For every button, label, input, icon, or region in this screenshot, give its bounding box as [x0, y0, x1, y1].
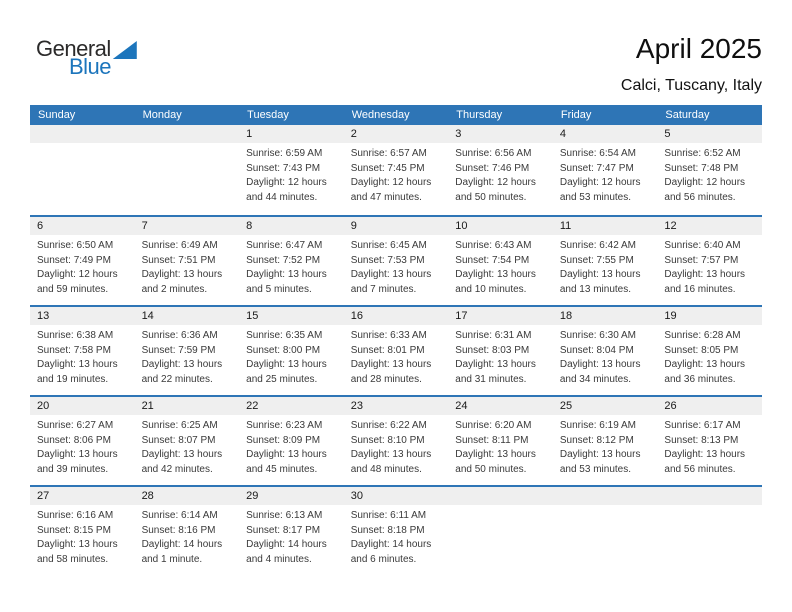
week-row [30, 125, 762, 215]
sunrise-text: Sunrise: 6:56 AM [455, 148, 532, 159]
weekday-header-monday: Monday [142, 109, 182, 121]
day-number: 29 [239, 487, 344, 505]
day-details [30, 235, 135, 297]
day-details [135, 505, 240, 567]
sunset-text: Sunset: 8:16 PM [141, 524, 216, 536]
day-details [239, 505, 344, 567]
day-details [344, 143, 449, 205]
sunrise-text: Sunrise: 6:52 AM [664, 148, 741, 159]
day-number: 14 [135, 307, 240, 325]
sunrise-text: Sunrise: 6:42 AM [559, 240, 636, 251]
calendar-cell [448, 307, 553, 395]
sunrise-text: Sunrise: 6:23 AM [246, 420, 323, 431]
sunrise-text: Sunrise: 6:54 AM [559, 148, 636, 159]
sunrise-text: Sunrise: 6:36 AM [141, 330, 218, 341]
sunset-text: Sunset: 7:45 PM [350, 162, 425, 174]
sunrise-text: Sunrise: 6:11 AM [350, 510, 427, 521]
day-details [344, 325, 449, 387]
sunset-text: Sunset: 8:06 PM [37, 434, 111, 446]
daylight-text: Daylight: 13 hours and 50 minutes. [455, 449, 536, 475]
sunrise-text: Sunrise: 6:35 AM [246, 330, 323, 341]
weekday-header-saturday: Saturday [665, 109, 710, 121]
calendar-cell [135, 487, 240, 575]
calendar-cell [448, 397, 553, 485]
sunset-text: Sunset: 8:07 PM [141, 434, 216, 446]
calendar-cell [239, 397, 344, 485]
logo-text-general: General [36, 36, 111, 61]
calendar-cell [657, 125, 762, 215]
calendar-cell [657, 397, 762, 485]
daylight-text: Daylight: 12 hours and 59 minutes. [37, 269, 118, 295]
calendar-cell [553, 217, 658, 305]
calendar-cell [30, 487, 135, 575]
day-number [553, 487, 658, 505]
weekday-header-wednesday: Wednesday [351, 109, 410, 121]
calendar-cell-empty [30, 125, 135, 215]
sunset-text: Sunset: 7:51 PM [141, 254, 216, 266]
weekday-header-tuesday: Tuesday [247, 109, 289, 121]
day-details [448, 143, 553, 205]
sunset-text: Sunset: 8:13 PM [664, 434, 739, 446]
weekday-header-sunday: Sunday [38, 109, 76, 121]
day-details [239, 235, 344, 297]
day-number: 27 [30, 487, 135, 505]
sunrise-text: Sunrise: 6:22 AM [350, 420, 427, 431]
calendar-cell [239, 217, 344, 305]
sunset-text: Sunset: 8:09 PM [246, 434, 321, 446]
sunset-text: Sunset: 7:58 PM [37, 344, 111, 356]
logo-text-blue: Blue [69, 54, 112, 79]
day-number: 15 [239, 307, 344, 325]
day-details [657, 415, 762, 477]
sunset-text: Sunset: 8:00 PM [246, 344, 321, 356]
sunset-text: Sunset: 8:05 PM [664, 344, 739, 356]
sunrise-text: Sunrise: 6:47 AM [246, 240, 323, 251]
day-details [448, 505, 553, 509]
sunrise-text: Sunrise: 6:45 AM [350, 240, 427, 251]
calendar-cell [553, 125, 658, 215]
sunset-text: Sunset: 7:49 PM [37, 254, 111, 266]
daylight-text: Daylight: 13 hours and 53 minutes. [559, 449, 641, 475]
day-number: 10 [448, 217, 553, 235]
day-number: 24 [448, 397, 553, 415]
daylight-text: Daylight: 12 hours and 44 minutes. [246, 177, 327, 203]
week-row [30, 305, 762, 395]
calendar-cell [135, 307, 240, 395]
day-number [657, 487, 762, 505]
weekday-header-friday: Friday [560, 109, 592, 121]
daylight-text: Daylight: 14 hours and 1 minute. [141, 539, 223, 565]
daylight-text: Daylight: 13 hours and 31 minutes. [455, 359, 536, 385]
calendar-cell [344, 307, 449, 395]
day-details [553, 143, 658, 205]
sunset-text: Sunset: 7:48 PM [664, 162, 739, 174]
day-number: 11 [553, 217, 658, 235]
daylight-text: Daylight: 13 hours and 22 minutes. [141, 359, 223, 385]
calendar-cell [239, 307, 344, 395]
day-details [553, 415, 658, 477]
day-details [344, 235, 449, 297]
day-number: 13 [30, 307, 135, 325]
sunrise-text: Sunrise: 6:40 AM [664, 240, 741, 251]
calendar-cell [239, 125, 344, 215]
calendar-cell-empty [553, 487, 658, 575]
calendar [30, 105, 762, 575]
calendar-cell [344, 125, 449, 215]
daylight-text: Daylight: 13 hours and 42 minutes. [141, 449, 223, 475]
day-details [553, 505, 658, 509]
calendar-cell [135, 217, 240, 305]
sunrise-text: Sunrise: 6:38 AM [37, 330, 114, 341]
calendar-cell [657, 217, 762, 305]
sunrise-text: Sunrise: 6:14 AM [141, 510, 218, 521]
calendar-cell-empty [448, 487, 553, 575]
sunrise-text: Sunrise: 6:43 AM [455, 240, 532, 251]
daylight-text: Daylight: 12 hours and 53 minutes. [559, 177, 641, 203]
sunset-text: Sunset: 8:11 PM [455, 434, 529, 446]
calendar-cell [135, 397, 240, 485]
daylight-text: Daylight: 13 hours and 56 minutes. [664, 449, 746, 475]
day-number: 4 [553, 125, 658, 143]
calendar-cell [657, 307, 762, 395]
calendar-cell [344, 397, 449, 485]
sunset-text: Sunset: 7:54 PM [455, 254, 530, 266]
day-number: 23 [344, 397, 449, 415]
week-row [30, 485, 762, 575]
calendar-cell [30, 217, 135, 305]
calendar-cell [344, 487, 449, 575]
week-row [30, 395, 762, 485]
day-details [448, 415, 553, 477]
sunrise-text: Sunrise: 6:30 AM [559, 330, 636, 341]
daylight-text: Daylight: 13 hours and 45 minutes. [246, 449, 327, 475]
sunset-text: Sunset: 7:57 PM [664, 254, 739, 266]
day-details [135, 325, 240, 387]
day-number: 21 [135, 397, 240, 415]
general-blue-logo [36, 38, 137, 78]
day-details [30, 325, 135, 387]
daylight-text: Daylight: 12 hours and 50 minutes. [455, 177, 536, 203]
day-number: 30 [344, 487, 449, 505]
page-subtitle: Calci, Tuscany, Italy [620, 77, 762, 94]
day-number: 17 [448, 307, 553, 325]
sunrise-text: Sunrise: 6:16 AM [37, 510, 114, 521]
sunset-text: Sunset: 8:18 PM [350, 524, 425, 536]
day-details [553, 235, 658, 297]
daylight-text: Daylight: 14 hours and 4 minutes. [246, 539, 327, 565]
daylight-text: Daylight: 13 hours and 36 minutes. [664, 359, 746, 385]
day-number: 9 [344, 217, 449, 235]
daylight-text: Daylight: 14 hours and 6 minutes. [350, 539, 432, 565]
sunset-text: Sunset: 8:15 PM [37, 524, 111, 536]
day-number: 20 [30, 397, 135, 415]
sunset-text: Sunset: 8:10 PM [350, 434, 425, 446]
sunset-text: Sunset: 7:46 PM [455, 162, 530, 174]
day-details [135, 235, 240, 297]
daylight-text: Daylight: 13 hours and 39 minutes. [37, 449, 118, 475]
day-number: 5 [657, 125, 762, 143]
day-number: 7 [135, 217, 240, 235]
day-number: 3 [448, 125, 553, 143]
day-number: 1 [239, 125, 344, 143]
title-block [621, 33, 762, 95]
day-number [135, 125, 240, 143]
daylight-text: Daylight: 13 hours and 19 minutes. [37, 359, 118, 385]
sunset-text: Sunset: 7:43 PM [246, 162, 321, 174]
day-number: 8 [239, 217, 344, 235]
day-details [239, 143, 344, 205]
sunset-text: Sunset: 7:52 PM [246, 254, 321, 266]
day-details [30, 143, 135, 147]
sunset-text: Sunset: 7:59 PM [141, 344, 216, 356]
day-details [239, 325, 344, 387]
day-details [135, 415, 240, 477]
sunset-text: Sunset: 8:04 PM [559, 344, 634, 356]
daylight-text: Daylight: 12 hours and 47 minutes. [350, 177, 432, 203]
daylight-text: Daylight: 13 hours and 34 minutes. [559, 359, 641, 385]
week-row [30, 215, 762, 305]
sunrise-text: Sunrise: 6:57 AM [350, 148, 427, 159]
sunrise-text: Sunrise: 6:13 AM [246, 510, 323, 521]
daylight-text: Daylight: 13 hours and 28 minutes. [350, 359, 432, 385]
calendar-cell-empty [135, 125, 240, 215]
daylight-text: Daylight: 13 hours and 2 minutes. [141, 269, 223, 295]
day-details [344, 505, 449, 567]
page-title: April 2025 [635, 33, 762, 64]
day-number: 26 [657, 397, 762, 415]
day-details [448, 235, 553, 297]
sunrise-text: Sunrise: 6:17 AM [664, 420, 741, 431]
sunrise-text: Sunrise: 6:50 AM [37, 240, 114, 251]
calendar-cell [239, 487, 344, 575]
daylight-text: Daylight: 13 hours and 5 minutes. [246, 269, 327, 295]
day-number: 12 [657, 217, 762, 235]
daylight-text: Daylight: 13 hours and 7 minutes. [350, 269, 432, 295]
calendar-cell [30, 397, 135, 485]
day-details [657, 143, 762, 205]
day-number: 6 [30, 217, 135, 235]
day-details [239, 415, 344, 477]
sunrise-text: Sunrise: 6:27 AM [37, 420, 114, 431]
daylight-text: Daylight: 12 hours and 56 minutes. [664, 177, 746, 203]
sunrise-text: Sunrise: 6:28 AM [664, 330, 741, 341]
day-number: 22 [239, 397, 344, 415]
day-details [30, 505, 135, 567]
sunset-text: Sunset: 7:53 PM [350, 254, 425, 266]
calendar-cell [30, 307, 135, 395]
calendar-cell [553, 307, 658, 395]
sunset-text: Sunset: 8:12 PM [559, 434, 634, 446]
sunrise-text: Sunrise: 6:31 AM [455, 330, 532, 341]
daylight-text: Daylight: 13 hours and 25 minutes. [246, 359, 327, 385]
daylight-text: Daylight: 13 hours and 13 minutes. [559, 269, 641, 295]
weekday-header-row [30, 105, 762, 125]
day-details [657, 505, 762, 509]
day-details [135, 143, 240, 147]
weekday-header-thursday: Thursday [456, 109, 503, 121]
day-number: 25 [553, 397, 658, 415]
day-details [448, 325, 553, 387]
sunset-text: Sunset: 8:01 PM [350, 344, 425, 356]
day-number: 2 [344, 125, 449, 143]
day-number [30, 125, 135, 143]
day-number: 18 [553, 307, 658, 325]
sunrise-text: Sunrise: 6:20 AM [455, 420, 532, 431]
sunset-text: Sunset: 7:55 PM [559, 254, 634, 266]
daylight-text: Daylight: 13 hours and 48 minutes. [350, 449, 432, 475]
daylight-text: Daylight: 13 hours and 16 minutes. [664, 269, 746, 295]
day-number: 16 [344, 307, 449, 325]
sunrise-text: Sunrise: 6:59 AM [246, 148, 323, 159]
day-details [657, 235, 762, 297]
day-number: 19 [657, 307, 762, 325]
calendar-weeks [30, 125, 762, 575]
day-details [657, 325, 762, 387]
day-details [344, 415, 449, 477]
sunrise-text: Sunrise: 6:19 AM [559, 420, 636, 431]
day-number [448, 487, 553, 505]
calendar-cell [553, 397, 658, 485]
sunrise-text: Sunrise: 6:49 AM [141, 240, 218, 251]
day-details [553, 325, 658, 387]
calendar-cell [448, 125, 553, 215]
day-details [30, 415, 135, 477]
sunrise-text: Sunrise: 6:25 AM [141, 420, 218, 431]
daylight-text: Daylight: 13 hours and 10 minutes. [455, 269, 536, 295]
sunset-text: Sunset: 8:17 PM [246, 524, 321, 536]
sunset-text: Sunset: 7:47 PM [559, 162, 634, 174]
calendar-cell [344, 217, 449, 305]
calendar-cell [448, 217, 553, 305]
sunset-text: Sunset: 8:03 PM [455, 344, 530, 356]
day-number: 28 [135, 487, 240, 505]
daylight-text: Daylight: 13 hours and 58 minutes. [37, 539, 118, 565]
sunrise-text: Sunrise: 6:33 AM [350, 330, 427, 341]
calendar-cell-empty [657, 487, 762, 575]
